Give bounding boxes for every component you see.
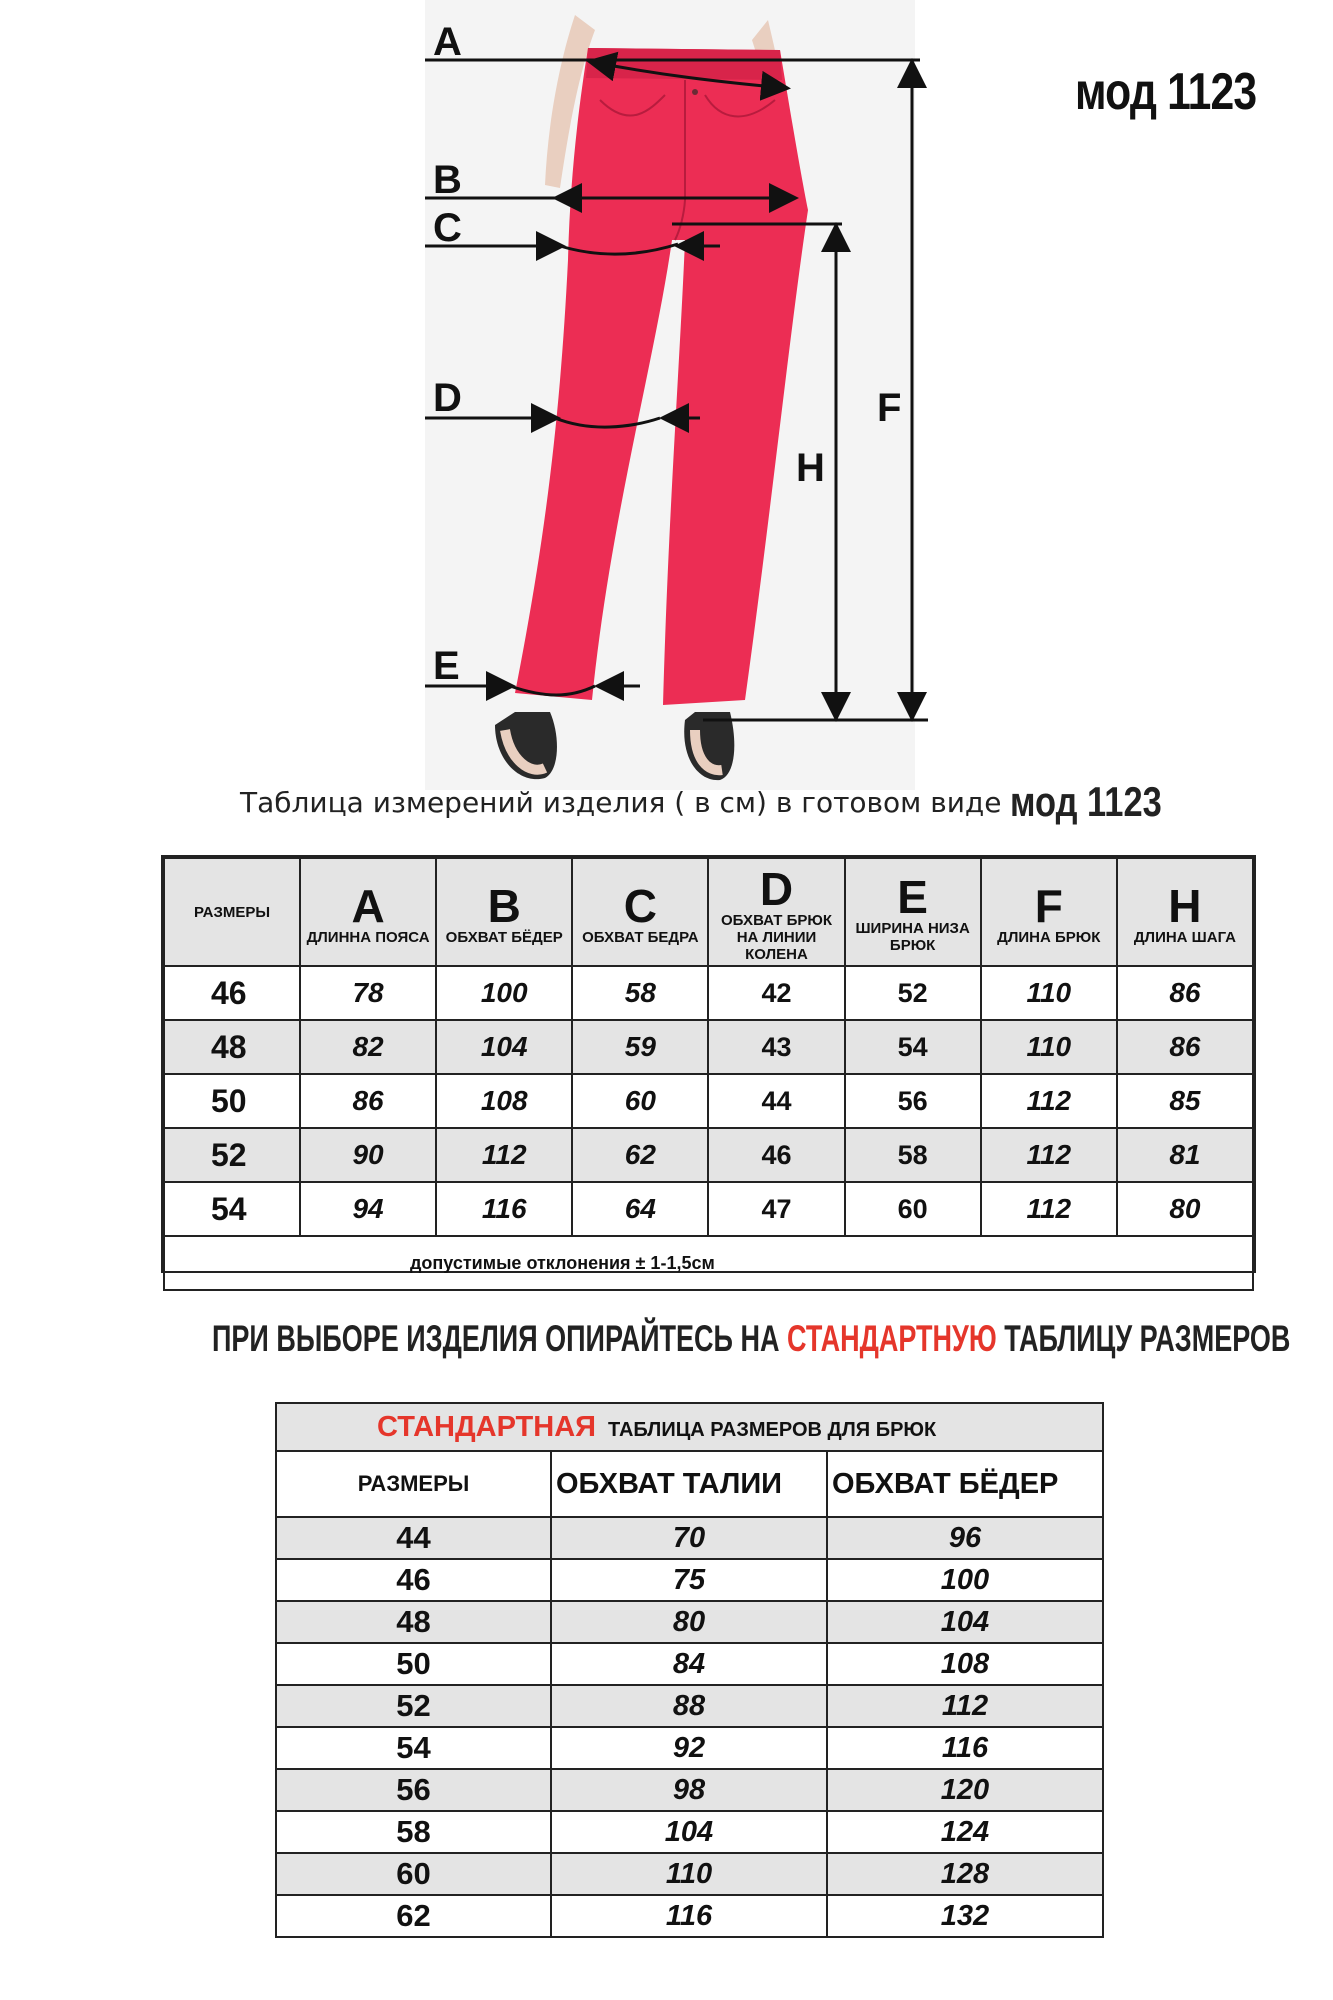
size-header: РАЗМЕРЫ [164, 858, 300, 966]
label-e: E [433, 644, 460, 688]
value-cell: 112 [981, 1128, 1117, 1182]
value-cell: 64 [572, 1182, 708, 1236]
value-cell: 43 [708, 1020, 844, 1074]
size-cell: 48 [276, 1601, 551, 1643]
table-row [276, 1895, 1103, 1937]
table-row [276, 1769, 1103, 1811]
label-b: B [433, 158, 462, 202]
hips-cell: 124 [827, 1811, 1103, 1853]
value-cell: 47 [708, 1182, 844, 1236]
col-header-waist: ОБХВАТ ТАЛИИ [551, 1451, 827, 1517]
value-cell: 52 [845, 966, 981, 1020]
tolerance-note: допустимые отклонения ± 1-1,5см [164, 1236, 1253, 1290]
standard-size-table [275, 1402, 1104, 1938]
hips-cell: 104 [827, 1601, 1103, 1643]
size-cell: 48 [164, 1020, 300, 1074]
table-row [276, 1853, 1103, 1895]
value-cell: 59 [572, 1020, 708, 1074]
col-header-sizes: РАЗМЕРЫ [276, 1451, 551, 1517]
banner-text-before: ПРИ ВЫБОРЕ ИЗДЕЛИЯ ОПИРАЙТЕСЬ НА [212, 1318, 787, 1359]
table-caption [240, 778, 1195, 826]
value-cell: 110 [981, 966, 1117, 1020]
col-header-d: D ОБХВАТ БРЮК НА ЛИНИИ КОЛЕНА [708, 858, 844, 966]
label-a: A [433, 20, 462, 64]
waist-cell: 98 [551, 1769, 827, 1811]
col-header-h: H ДЛИНА ШАГА [1117, 858, 1253, 966]
tolerance-row [164, 1236, 1253, 1290]
size-cell: 56 [276, 1769, 551, 1811]
size-cell: 60 [276, 1853, 551, 1895]
size-cell: 58 [276, 1811, 551, 1853]
table-row [276, 1643, 1103, 1685]
label-f: F [877, 386, 902, 430]
value-cell: 60 [572, 1074, 708, 1128]
value-cell: 94 [300, 1182, 436, 1236]
value-cell: 60 [845, 1182, 981, 1236]
table-row [276, 1685, 1103, 1727]
table-row [276, 1811, 1103, 1853]
title-highlight: СТАНДАРТНАЯ [377, 1410, 597, 1443]
size-cell: 54 [164, 1182, 300, 1236]
waist-cell: 104 [551, 1811, 827, 1853]
value-cell: 110 [981, 1020, 1117, 1074]
hips-cell: 100 [827, 1559, 1103, 1601]
col-header-b: B ОБХВАТ БЁДЕР [436, 858, 572, 966]
table-row [276, 1727, 1103, 1769]
value-cell: 42 [708, 966, 844, 1020]
waist-cell: 75 [551, 1559, 827, 1601]
table-row [164, 966, 1253, 1020]
table-row [164, 1128, 1253, 1182]
size-cell: 50 [276, 1643, 551, 1685]
value-cell: 58 [845, 1128, 981, 1182]
waist-cell: 110 [551, 1853, 827, 1895]
standard-table-header-row [276, 1451, 1103, 1517]
value-cell: 82 [300, 1020, 436, 1074]
hips-cell: 112 [827, 1685, 1103, 1727]
value-cell: 46 [708, 1128, 844, 1182]
size-cell: 44 [276, 1517, 551, 1559]
value-cell: 112 [981, 1074, 1117, 1128]
col-header-f: F ДЛИНА БРЮК [981, 858, 1117, 966]
size-cell: 62 [276, 1895, 551, 1937]
standard-table-title-row [276, 1403, 1103, 1451]
title-rest: ТАБЛИЦА РАЗМЕРОВ ДЛЯ БРЮК [608, 1418, 937, 1441]
hips-cell: 108 [827, 1643, 1103, 1685]
size-cell: 52 [164, 1128, 300, 1182]
size-advice-banner [212, 1318, 1290, 1360]
col-header-c: C ОБХВАТ БЕДРА [572, 858, 708, 966]
table-row [276, 1601, 1103, 1643]
measurement-table [161, 855, 1256, 1273]
waist-cell: 84 [551, 1643, 827, 1685]
hips-cell: 120 [827, 1769, 1103, 1811]
value-cell: 108 [436, 1074, 572, 1128]
value-cell: 44 [708, 1074, 844, 1128]
label-d: D [433, 376, 462, 420]
hips-cell: 116 [827, 1727, 1103, 1769]
value-cell: 104 [436, 1020, 572, 1074]
value-cell: 86 [1117, 966, 1253, 1020]
value-cell: 85 [1117, 1074, 1253, 1128]
value-cell: 116 [436, 1182, 572, 1236]
value-cell: 100 [436, 966, 572, 1020]
measurement-diagram [0, 0, 1333, 825]
standard-table-title [276, 1403, 1103, 1451]
value-cell: 81 [1117, 1128, 1253, 1182]
banner-highlight: СТАНДАРТНУЮ [786, 1318, 997, 1359]
value-cell: 112 [981, 1182, 1117, 1236]
size-cell: 50 [164, 1074, 300, 1128]
size-cell: 46 [276, 1559, 551, 1601]
col-header-a: A ДЛИННА ПОЯСА [300, 858, 436, 966]
hips-cell: 132 [827, 1895, 1103, 1937]
value-cell: 78 [300, 966, 436, 1020]
measurement-header-row [164, 858, 1253, 966]
col-header-hips: ОБХВАТ БЁДЕР [827, 1451, 1103, 1517]
value-cell: 90 [300, 1128, 436, 1182]
hips-cell: 96 [827, 1517, 1103, 1559]
size-cell: 52 [276, 1685, 551, 1727]
value-cell: 58 [572, 966, 708, 1020]
label-h: H [796, 446, 825, 490]
waist-cell: 116 [551, 1895, 827, 1937]
value-cell: 86 [1117, 1020, 1253, 1074]
table-row [164, 1020, 1253, 1074]
col-header-e: E ШИРИНА НИЗА БРЮК [845, 858, 981, 966]
banner-text-after: ТАБЛИЦУ РАЗМЕРОВ [996, 1318, 1291, 1359]
value-cell: 86 [300, 1074, 436, 1128]
model-title: мод 1123 [1075, 63, 1257, 121]
table-row [164, 1182, 1253, 1236]
size-cell: 54 [276, 1727, 551, 1769]
waist-cell: 92 [551, 1727, 827, 1769]
table-row [276, 1559, 1103, 1601]
table-row [164, 1074, 1253, 1128]
hips-cell: 128 [827, 1853, 1103, 1895]
waist-cell: 80 [551, 1601, 827, 1643]
table-row [276, 1517, 1103, 1559]
value-cell: 62 [572, 1128, 708, 1182]
label-c: C [433, 206, 462, 250]
caption-model: мод 1123 [1010, 778, 1163, 825]
size-cell: 46 [164, 966, 300, 1020]
waist-cell: 70 [551, 1517, 827, 1559]
caption-text: Таблица измерений изделия ( в см) в готовом виде [240, 786, 1002, 819]
value-cell: 56 [845, 1074, 981, 1128]
waist-cell: 88 [551, 1685, 827, 1727]
value-cell: 80 [1117, 1182, 1253, 1236]
value-cell: 54 [845, 1020, 981, 1074]
value-cell: 112 [436, 1128, 572, 1182]
